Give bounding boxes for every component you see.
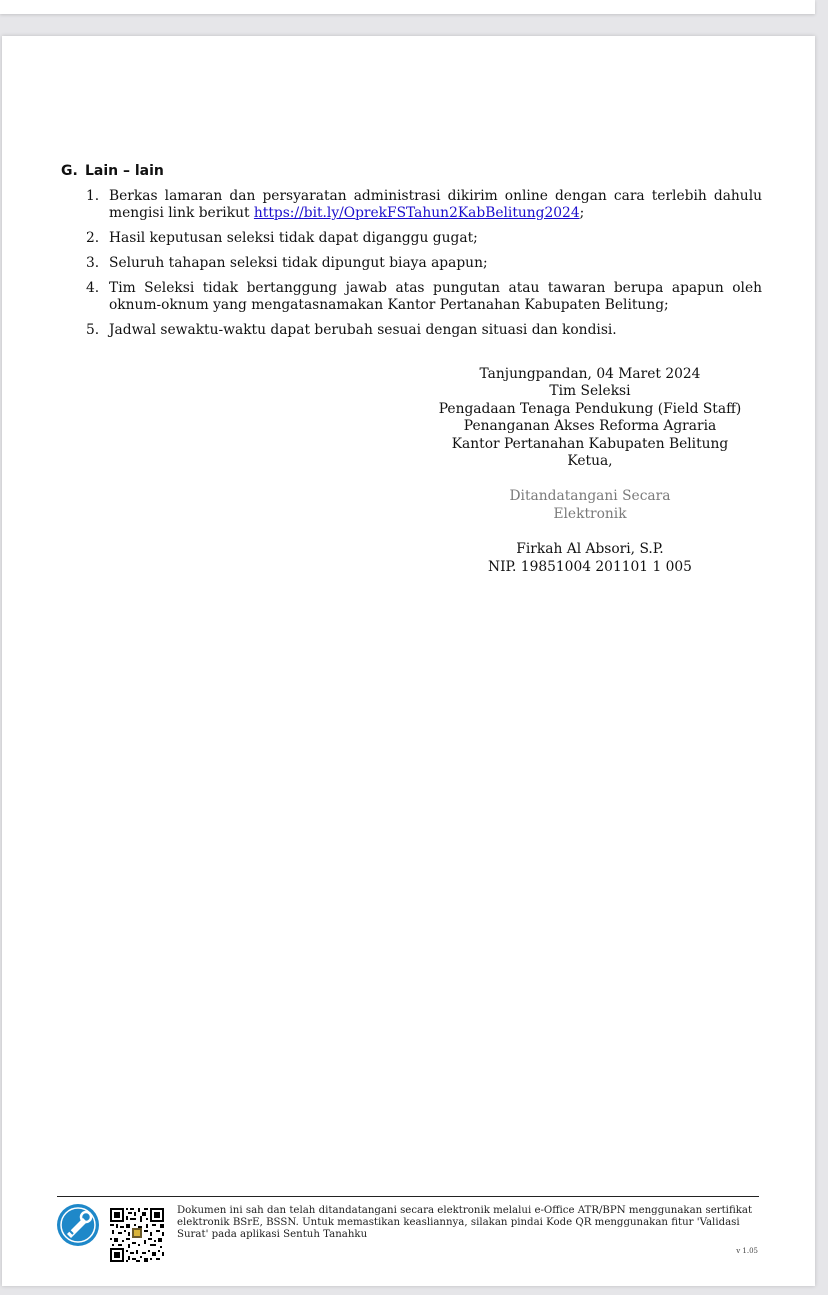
previous-page-edge	[0, 0, 815, 14]
place-date: Tanjungpandan, 04 Maret 2024	[479, 366, 701, 382]
signatory-unit-line2: Penanganan Akses Reforma Agraria	[463, 418, 717, 435]
list-item	[82, 255, 762, 272]
signatory-unit-line1: Pengadaan Tenaga Pendukung (Field Staff)	[438, 400, 742, 417]
list-item-text: Tim Seleksi tidak bertanggung jawab atas pungutan atau tawaran berupa apapun oleh oknum-oknum yang mengatasnamakan Kantor Pertanahan Kabupaten Belitung;	[109, 280, 762, 313]
document-page	[2, 36, 815, 1286]
terms-list	[82, 188, 762, 347]
signature-block	[422, 366, 758, 576]
list-item-number: 5.	[86, 322, 100, 338]
list-item-text: Jadwal sewaktu-waktu dapat berubah sesuai dengan situasi dan kondisi.	[109, 322, 617, 338]
section-letter: G.	[61, 163, 78, 179]
signatory-unit-line3: Kantor Pertanahan Kabupaten Belitung	[451, 435, 729, 452]
list-item	[82, 280, 762, 314]
version-label: v 1.05	[736, 1247, 758, 1255]
list-item-text-end: ;	[579, 205, 585, 221]
section-title: Lain – lain	[85, 163, 164, 179]
signatory-role: Ketua,	[567, 453, 613, 470]
list-item-number: 2.	[86, 230, 100, 246]
list-item-text: Hasil keputusan seleksi tidak dapat diganggu gugat;	[109, 230, 478, 246]
list-item	[82, 230, 762, 247]
list-item-number: 1.	[86, 188, 100, 204]
signatory-team: Tim Seleksi	[549, 383, 631, 400]
list-item	[82, 188, 762, 222]
signatory-nip: NIP. 19851004 201101 1 005	[488, 558, 692, 575]
esign-label-line1: Ditandatangani Secara	[509, 488, 671, 505]
footer-divider	[57, 1196, 759, 1197]
esign-label-line2: Elektronik	[553, 505, 627, 522]
signatory-name: Firkah Al Absori, S.P.	[516, 541, 664, 558]
list-item-text: Berkas lamaran dan persyaratan administrasi dikirim online dengan cara terlebih dahulu mengisi link berikut	[109, 188, 762, 221]
list-item-number: 4.	[86, 280, 100, 296]
list-item	[82, 322, 762, 339]
atr-bpn-logo-icon	[57, 1204, 99, 1246]
qr-code-icon	[110, 1208, 164, 1262]
list-item-number: 3.	[86, 255, 100, 271]
application-link[interactable]: https://bit.ly/OprekFSTahun2KabBelitung2024	[253, 205, 580, 221]
list-item-text: Seluruh tahapan seleksi tidak dipungut biaya apapun;	[109, 255, 488, 271]
section-heading	[61, 163, 164, 179]
footer-disclaimer: Dokumen ini sah dan telah ditandatangani secara elektronik melalui e-Office ATR/BPN menggunakan sertifikat elektronik BSrE, BSSN. Untuk memastikan keasliannya, silakan pindai Kode QR menggunakan fitur 'Validasi Surat' pada aplikasi Sentuh Tanahku	[177, 1205, 753, 1240]
